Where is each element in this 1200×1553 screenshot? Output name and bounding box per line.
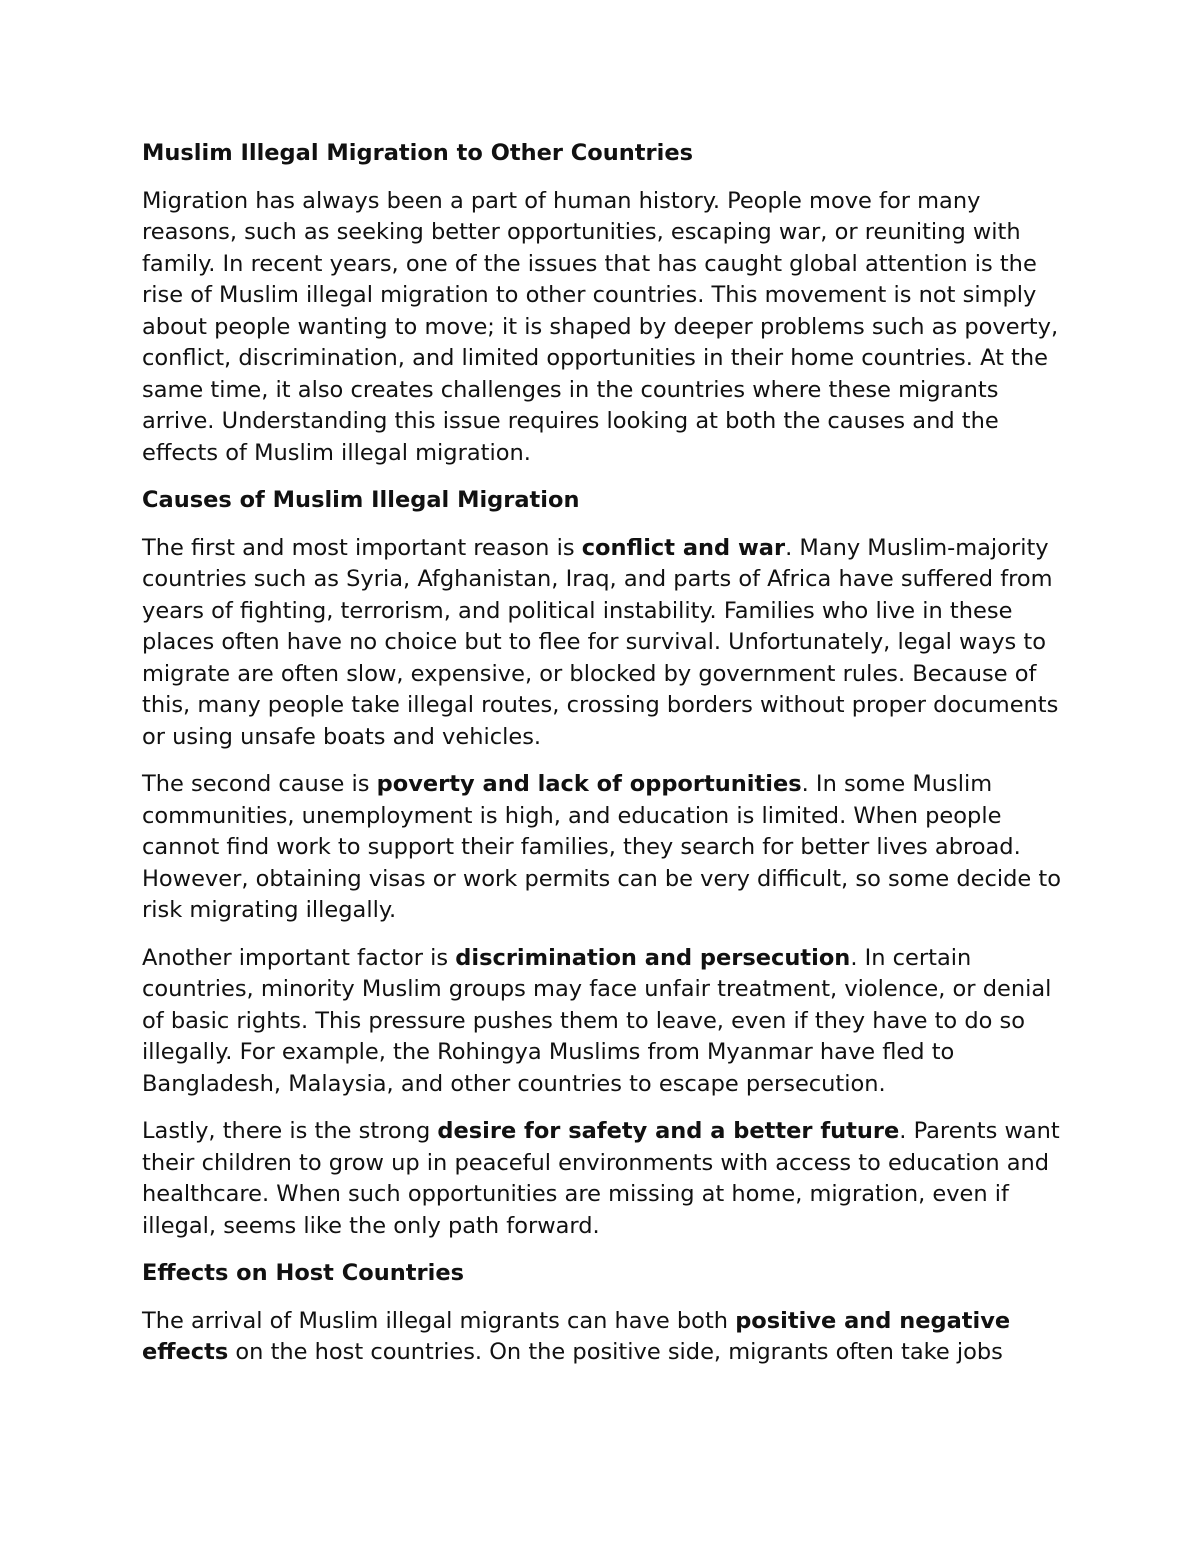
- paragraph-text: on the host countries. On the positive side, migrants often take jobs: [228, 1339, 1003, 1365]
- emphasis-text: discrimination and persecution: [455, 944, 851, 971]
- paragraph-text: Another important factor is: [142, 944, 456, 971]
- cause-paragraph-safety: [142, 1116, 1072, 1242]
- effects-heading: Effects on Host Countries: [142, 1260, 464, 1286]
- emphasis-text: positive and negative effects: [142, 1307, 1011, 1365]
- paragraph-text: The second cause is: [142, 771, 377, 797]
- document-title: Muslim Illegal Migration to Other Countries: [142, 140, 694, 166]
- paragraph-text: . In certain countries, minority Muslim groups may face unfair treatment, violence, or denial of basic rights. This pressure pushes them to leave, even if they have to do so illegally. For example, the Rohingya Muslims from Myanmar have fled to Bangladesh, Malaysia, and other countries to escape persecution.: [142, 944, 1052, 1097]
- cause-paragraph-conflict: [142, 533, 1072, 754]
- paragraph-text: . Parents want their children to grow up in peaceful environments with access to education and healthcare. When such opportunities are missing at home, migration, even if illegal, seems like the only path forward.: [142, 1118, 1060, 1239]
- intro-paragraph: Migration has always been a part of human history. People move for many reasons, such as seeking better opportunities, escaping war, or reuniting with family. In recent years, one of the issues that has caught global attention is the rise of Muslim illegal migration to other countries. This movement is not simply about people wanting to move; it is shaped by deeper problems such as poverty, conflict, discrimination, and limited opportunities in their home countries. At the same time, it also creates challenges in the countries where these migrants arrive. Understanding this issue requires looking at both the causes and the effects of Muslim illegal migration.: [142, 187, 1059, 466]
- paragraph-text: Lastly, there is the strong: [142, 1118, 438, 1144]
- paragraph-text: . Many Muslim-majority countries such as Syria, Afghanistan, Iraq, and parts of Africa have suffered from years of fighting, terrorism, and political instability. Families who live in these places often have no choice but to flee for survival. Unfortunately, legal ways to migrate are often slow, expensive, or blocked by government rules. Because of this, many people take illegal routes, crossing borders without proper documents or using unsafe boats and vehicles.: [142, 534, 1059, 750]
- causes-heading: Causes of Muslim Illegal Migration: [142, 487, 580, 513]
- emphasis-text: conflict and war: [581, 534, 786, 561]
- paragraph-text: The arrival of Muslim illegal migrants can have both: [142, 1307, 736, 1334]
- cause-paragraph-poverty: [142, 769, 1072, 927]
- emphasis-text: desire for safety and a better future: [437, 1118, 900, 1144]
- document-page: [142, 138, 1072, 1385]
- paragraph-text: The first and most important reason is: [142, 534, 582, 561]
- paragraph-text: . In some Muslim communities, unemployment is high, and education is limited. When people cannot find work to support their families, they search for better lives abroad. However, obtaining visas or work permits can be very difficult, so some decide to risk migrating illegally.: [142, 771, 1061, 923]
- emphasis-text: poverty and lack of opportunities: [376, 771, 802, 797]
- effects-paragraph: [142, 1306, 1072, 1369]
- cause-paragraph-discrimination: [142, 943, 1072, 1101]
